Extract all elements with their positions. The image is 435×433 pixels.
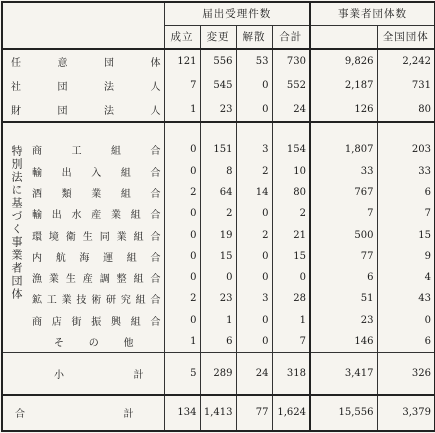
cell: 0 <box>164 139 200 160</box>
cell: 23 <box>310 310 377 331</box>
cell: 77 <box>310 246 377 267</box>
cell: 1,413 <box>200 395 236 431</box>
table-row <box>2 182 435 203</box>
cell: 3 <box>236 139 272 160</box>
cell: 0 <box>164 310 200 331</box>
cell: 545 <box>200 73 236 97</box>
cell: 4 <box>377 267 435 288</box>
cell: 23 <box>200 288 236 309</box>
header-national: 全国団体 <box>377 25 435 48</box>
cell: 0 <box>164 203 200 224</box>
header-changed: 変更 <box>200 25 236 48</box>
cell: 15 <box>377 224 435 245</box>
cell: 9,826 <box>310 49 377 73</box>
cell: 134 <box>164 395 200 431</box>
subtotal-label: 小計 <box>24 352 164 395</box>
cell: 318 <box>272 352 310 395</box>
cell: 289 <box>200 352 236 395</box>
cell: 556 <box>200 49 236 73</box>
header-established: 成立 <box>164 25 200 48</box>
cell: 1 <box>164 331 200 352</box>
spacer-cell <box>164 122 200 139</box>
cell: 6 <box>200 331 236 352</box>
cell: 0 <box>236 331 272 352</box>
cell: 51 <box>310 288 377 309</box>
cell: 1 <box>272 310 310 331</box>
cell: 15 <box>200 246 236 267</box>
cell: 2 <box>164 182 200 203</box>
spacer-cell <box>272 122 310 139</box>
cell: 80 <box>377 98 435 122</box>
cell: 500 <box>310 224 377 245</box>
header-reported: 届出受理件数 <box>164 2 310 25</box>
row-label: 社団法人 <box>11 82 161 94</box>
row-label: 商店街振興組合 <box>32 316 161 328</box>
cell: 151 <box>200 139 236 160</box>
table-row <box>2 224 435 245</box>
cell: 33 <box>377 161 435 182</box>
cell: 154 <box>272 139 310 160</box>
cell: 6 <box>377 331 435 352</box>
spacer-cell <box>2 122 164 139</box>
cell: 3,417 <box>310 352 377 395</box>
row-label: 任意団体 <box>2 49 164 73</box>
cell: 0 <box>236 246 272 267</box>
cell: 77 <box>236 395 272 431</box>
table-row <box>2 310 435 331</box>
cell: 2 <box>200 203 236 224</box>
cell: 8 <box>200 161 236 182</box>
cell: 0 <box>236 203 272 224</box>
cell: 2 <box>236 161 272 182</box>
row-label: 財団法人 <box>11 105 161 117</box>
cell: 6 <box>310 267 377 288</box>
cell: 6 <box>377 182 435 203</box>
spacer-row <box>2 122 435 139</box>
spacer-cell <box>200 122 236 139</box>
spacer-cell <box>310 122 377 139</box>
cell: 0 <box>236 98 272 122</box>
cell: 5 <box>164 352 200 395</box>
cell: 33 <box>310 161 377 182</box>
row-label: 酒類業組合 <box>32 188 161 200</box>
header-corner <box>2 2 164 49</box>
cell: 10 <box>272 161 310 182</box>
cell: 28 <box>272 288 310 309</box>
table-row <box>2 161 435 182</box>
cell: 767 <box>310 182 377 203</box>
cell: 24 <box>236 352 272 395</box>
cell: 14 <box>236 182 272 203</box>
business-associations-table <box>1 1 435 432</box>
cell: 7 <box>272 331 310 352</box>
cell: 0 <box>200 267 236 288</box>
cell: 0 <box>236 267 272 288</box>
cell: 9 <box>377 246 435 267</box>
table-row <box>2 331 435 352</box>
cell: 731 <box>377 73 435 97</box>
special-law-label: 特別法に基づく事業者団体 <box>10 145 23 302</box>
spacer-cell <box>236 122 272 139</box>
cell: 2 <box>236 224 272 245</box>
cell: 0 <box>377 310 435 331</box>
spacer-cell <box>377 122 435 139</box>
row-label: 輸出水産業組合 <box>32 210 161 222</box>
cell: 203 <box>377 139 435 160</box>
row-label: 商工組合 <box>32 146 161 158</box>
cell: 43 <box>377 288 435 309</box>
cell: 0 <box>272 267 310 288</box>
cell: 0 <box>236 73 272 97</box>
total-row <box>2 395 435 431</box>
cell: 2 <box>164 288 200 309</box>
cell: 1 <box>200 310 236 331</box>
table-row <box>2 139 435 160</box>
cell: 80 <box>272 182 310 203</box>
cell: 1 <box>164 98 200 122</box>
table-row <box>2 98 435 122</box>
table-row <box>2 49 435 73</box>
cell: 2 <box>272 203 310 224</box>
cell: 64 <box>200 182 236 203</box>
table-row <box>2 73 435 97</box>
cell: 1,807 <box>310 139 377 160</box>
header-sum: 合計 <box>272 25 310 48</box>
table-row <box>2 246 435 267</box>
cell: 19 <box>200 224 236 245</box>
cell: 7 <box>377 203 435 224</box>
table-row <box>2 288 435 309</box>
cell: 23 <box>200 98 236 122</box>
subtotal-blank <box>2 352 24 395</box>
row-label: 輸出入組合 <box>32 167 161 179</box>
cell: 126 <box>310 98 377 122</box>
cell: 3 <box>236 288 272 309</box>
cell: 15,556 <box>310 395 377 431</box>
cell: 121 <box>164 49 200 73</box>
cell: 326 <box>377 352 435 395</box>
cell: 146 <box>310 331 377 352</box>
subtotal-row <box>2 352 435 395</box>
row-label: 環境衛生同業組合 <box>32 231 161 243</box>
table-row <box>2 203 435 224</box>
header-dissolved: 解散 <box>236 25 272 48</box>
cell: 0 <box>164 161 200 182</box>
cell: 3,379 <box>377 395 435 431</box>
cell: 0 <box>164 224 200 245</box>
cell: 7 <box>310 203 377 224</box>
cell: 21 <box>272 224 310 245</box>
header-business-blank <box>310 25 377 48</box>
cell: 1,624 <box>272 395 310 431</box>
cell: 2,242 <box>377 49 435 73</box>
row-label: 内航海運組合 <box>32 252 161 264</box>
header-row-1 <box>2 2 435 25</box>
total-label: 合計 <box>2 395 164 431</box>
cell: 0 <box>164 246 200 267</box>
cell: 552 <box>272 73 310 97</box>
cell: 7 <box>164 73 200 97</box>
table-row <box>2 267 435 288</box>
cell: 730 <box>272 49 310 73</box>
cell: 0 <box>164 267 200 288</box>
cell: 15 <box>272 246 310 267</box>
row-label: 鉱工業技術研究組合 <box>32 295 161 307</box>
cell: 53 <box>236 49 272 73</box>
header-business: 事業者団体数 <box>310 2 435 25</box>
cell: 24 <box>272 98 310 122</box>
row-label: その他 <box>54 337 134 349</box>
cell: 2,187 <box>310 73 377 97</box>
row-label: 漁業生産調整組合 <box>32 274 161 286</box>
cell: 0 <box>236 310 272 331</box>
